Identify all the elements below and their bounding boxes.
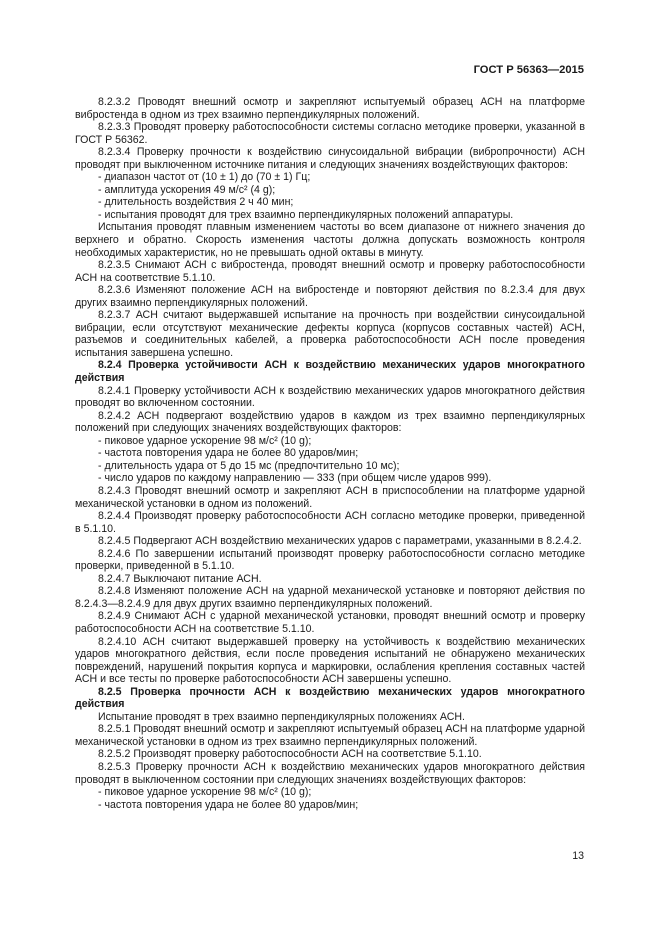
list-item: - частота повторения удара не более 80 ударов/мин; [98, 798, 359, 811]
paragraph: 8.2.3.2 Проводят внешний осмотр и закрепляют испытуемый образец АСН на платформе вибростенда в одном из трех взаимно перпендикулярных положений. [75, 96, 585, 121]
paragraph: 8.2.4.9 Снимают АСН с ударной механической установки, проводят внешний осмотр и проверку работоспособности АСН на соответствие 5.1.10. [75, 610, 585, 635]
page-number: 13 [572, 850, 584, 862]
document-code: ГОСТ Р 56363—2015 [473, 64, 584, 76]
paragraph: Испытание проводят в трех взаимно перпендикулярных положениях АСН. [98, 710, 465, 723]
paragraph: 8.2.4.10 АСН считают выдержавшей проверку на устойчивость к воздействию механических ударов многократного действия, если после проведения испытаний не обнаружено механических повреждений, нарушений покрытия корпуса и маркировки, ослабления крепления составных частей АСН и все тесты по проверке работоспособности АСН завершены успешно. [75, 635, 585, 686]
paragraph: 8.2.4.4 Производят проверку работоспособности АСН согласно методике проверки, приведенной в 5.1.10. [75, 510, 585, 535]
paragraph: 8.2.4.1 Проверку устойчивости АСН к воздействию механических ударов многократного действия проводят во включенном состоянии. [75, 384, 585, 410]
paragraph: Испытания проводят плавным изменением частоты во всем диапазоне от нижнего значения до верхнего и обратно. Скорость изменения частоты должна допускать возможность контроля необходимых характеристик, но не превышать одной октавы в минуту. [75, 221, 585, 259]
paragraph: 8.2.4.2 АСН подвергают воздействию ударов в каждом из трех взаимно перпендикулярных положений при следующих значениях воздействующих факторов: [75, 409, 585, 435]
paragraph: 8.2.3.5 Снимают АСН с вибростенда, проводят внешний осмотр и проверку работоспособности АСН на соответствие 5.1.10. [75, 259, 585, 284]
list-item: - испытания проводят для трех взаимно перпендикулярных положений аппаратуры. [98, 208, 514, 221]
paragraph: 8.2.3.4 Проверку прочности к воздействию синусоидальной вибрации (вибропрочности) АСН проводят при выключенном источнике питания и следующих значениях воздействующих факторов: [75, 146, 585, 171]
paragraph: 8.2.4.8 Изменяют положение АСН на ударной механической установке и повторяют действия по 8.2.4.3—8.2.4.9 для двух других взаимно перпендикулярных положений. [75, 585, 585, 610]
paragraph: 8.2.5.1 Проводят внешний осмотр и закрепляют испытуемый образец АСН на платформе ударной механической установки в одном из трех взаимно перпендикулярных положений. [75, 723, 585, 748]
paragraph: 8.2.4.7 Выключают питание АСН. [98, 572, 262, 585]
section-heading: 8.2.5 Проверка прочности АСН к воздействию механических ударов многократного действия [75, 685, 585, 711]
list-item: - диапазон частот от (10 ± 1) до (70 ± 1) Гц; [98, 171, 311, 184]
paragraph: 8.2.3.6 Изменяют положение АСН на вибростенде и повторяют действия по 8.2.3.4 для двух других взаимно перпендикулярных положений. [75, 284, 585, 309]
document-body [75, 96, 585, 811]
paragraph: 8.2.4.5 Подвергают АСН воздействию механических ударов с параметрами, указанными в 8.2.4.2. [98, 535, 582, 548]
paragraph: 8.2.3.7 АСН считают выдержавшей испытание на прочность при воздействии синусоидальной вибрации, если отсутствуют механические дефекты корпуса (корпусов составных частей) АСН, разъемов и соединительных кабелей, а проверка работоспособности АСН после проведения испытания завершена успешно. [75, 309, 585, 359]
paragraph: 8.2.4.3 Проводят внешний осмотр и закрепляют АСН в приспособлении на платформе ударной механической установки в одном из положений. [75, 484, 585, 510]
paragraph: 8.2.5.2 Производят проверку работоспособности АСН на соответствие 5.1.10. [98, 748, 482, 761]
section-heading: 8.2.4 Проверка устойчивости АСН к воздействию механических ударов многократного действия [75, 359, 585, 385]
list-item: - длительность воздействия 2 ч 40 мин; [98, 196, 294, 209]
list-item: - длительность удара от 5 до 15 мс (предпочтительно 10 мс); [98, 459, 400, 472]
paragraph: 8.2.3.3 Проводят проверку работоспособности системы согласно методике проверки, указанной в ГОСТ Р 56362. [75, 121, 585, 146]
list-item: - пиковое ударное ускорение 98 м/с² (10 g); [98, 786, 312, 799]
paragraph: 8.2.4.6 По завершении испытаний производят проверку работоспособности согласно методике проверки, приведенной в 5.1.10. [75, 547, 585, 573]
list-item: - число ударов по каждому направлению — 333 (при общем числе ударов 999). [98, 472, 492, 485]
paragraph: 8.2.5.3 Проверку прочности АСН к воздействию механических ударов многократного действия проводят в выключенном состоянии при следующих значениях воздействующих факторов: [75, 760, 585, 786]
list-item: - частота повторения удара не более 80 ударов/мин; [98, 447, 359, 460]
list-item: - амплитуда ускорения 49 м/с² (4 g); [98, 183, 276, 196]
list-item: - пиковое ударное ускорение 98 м/с² (10 g); [98, 434, 312, 447]
